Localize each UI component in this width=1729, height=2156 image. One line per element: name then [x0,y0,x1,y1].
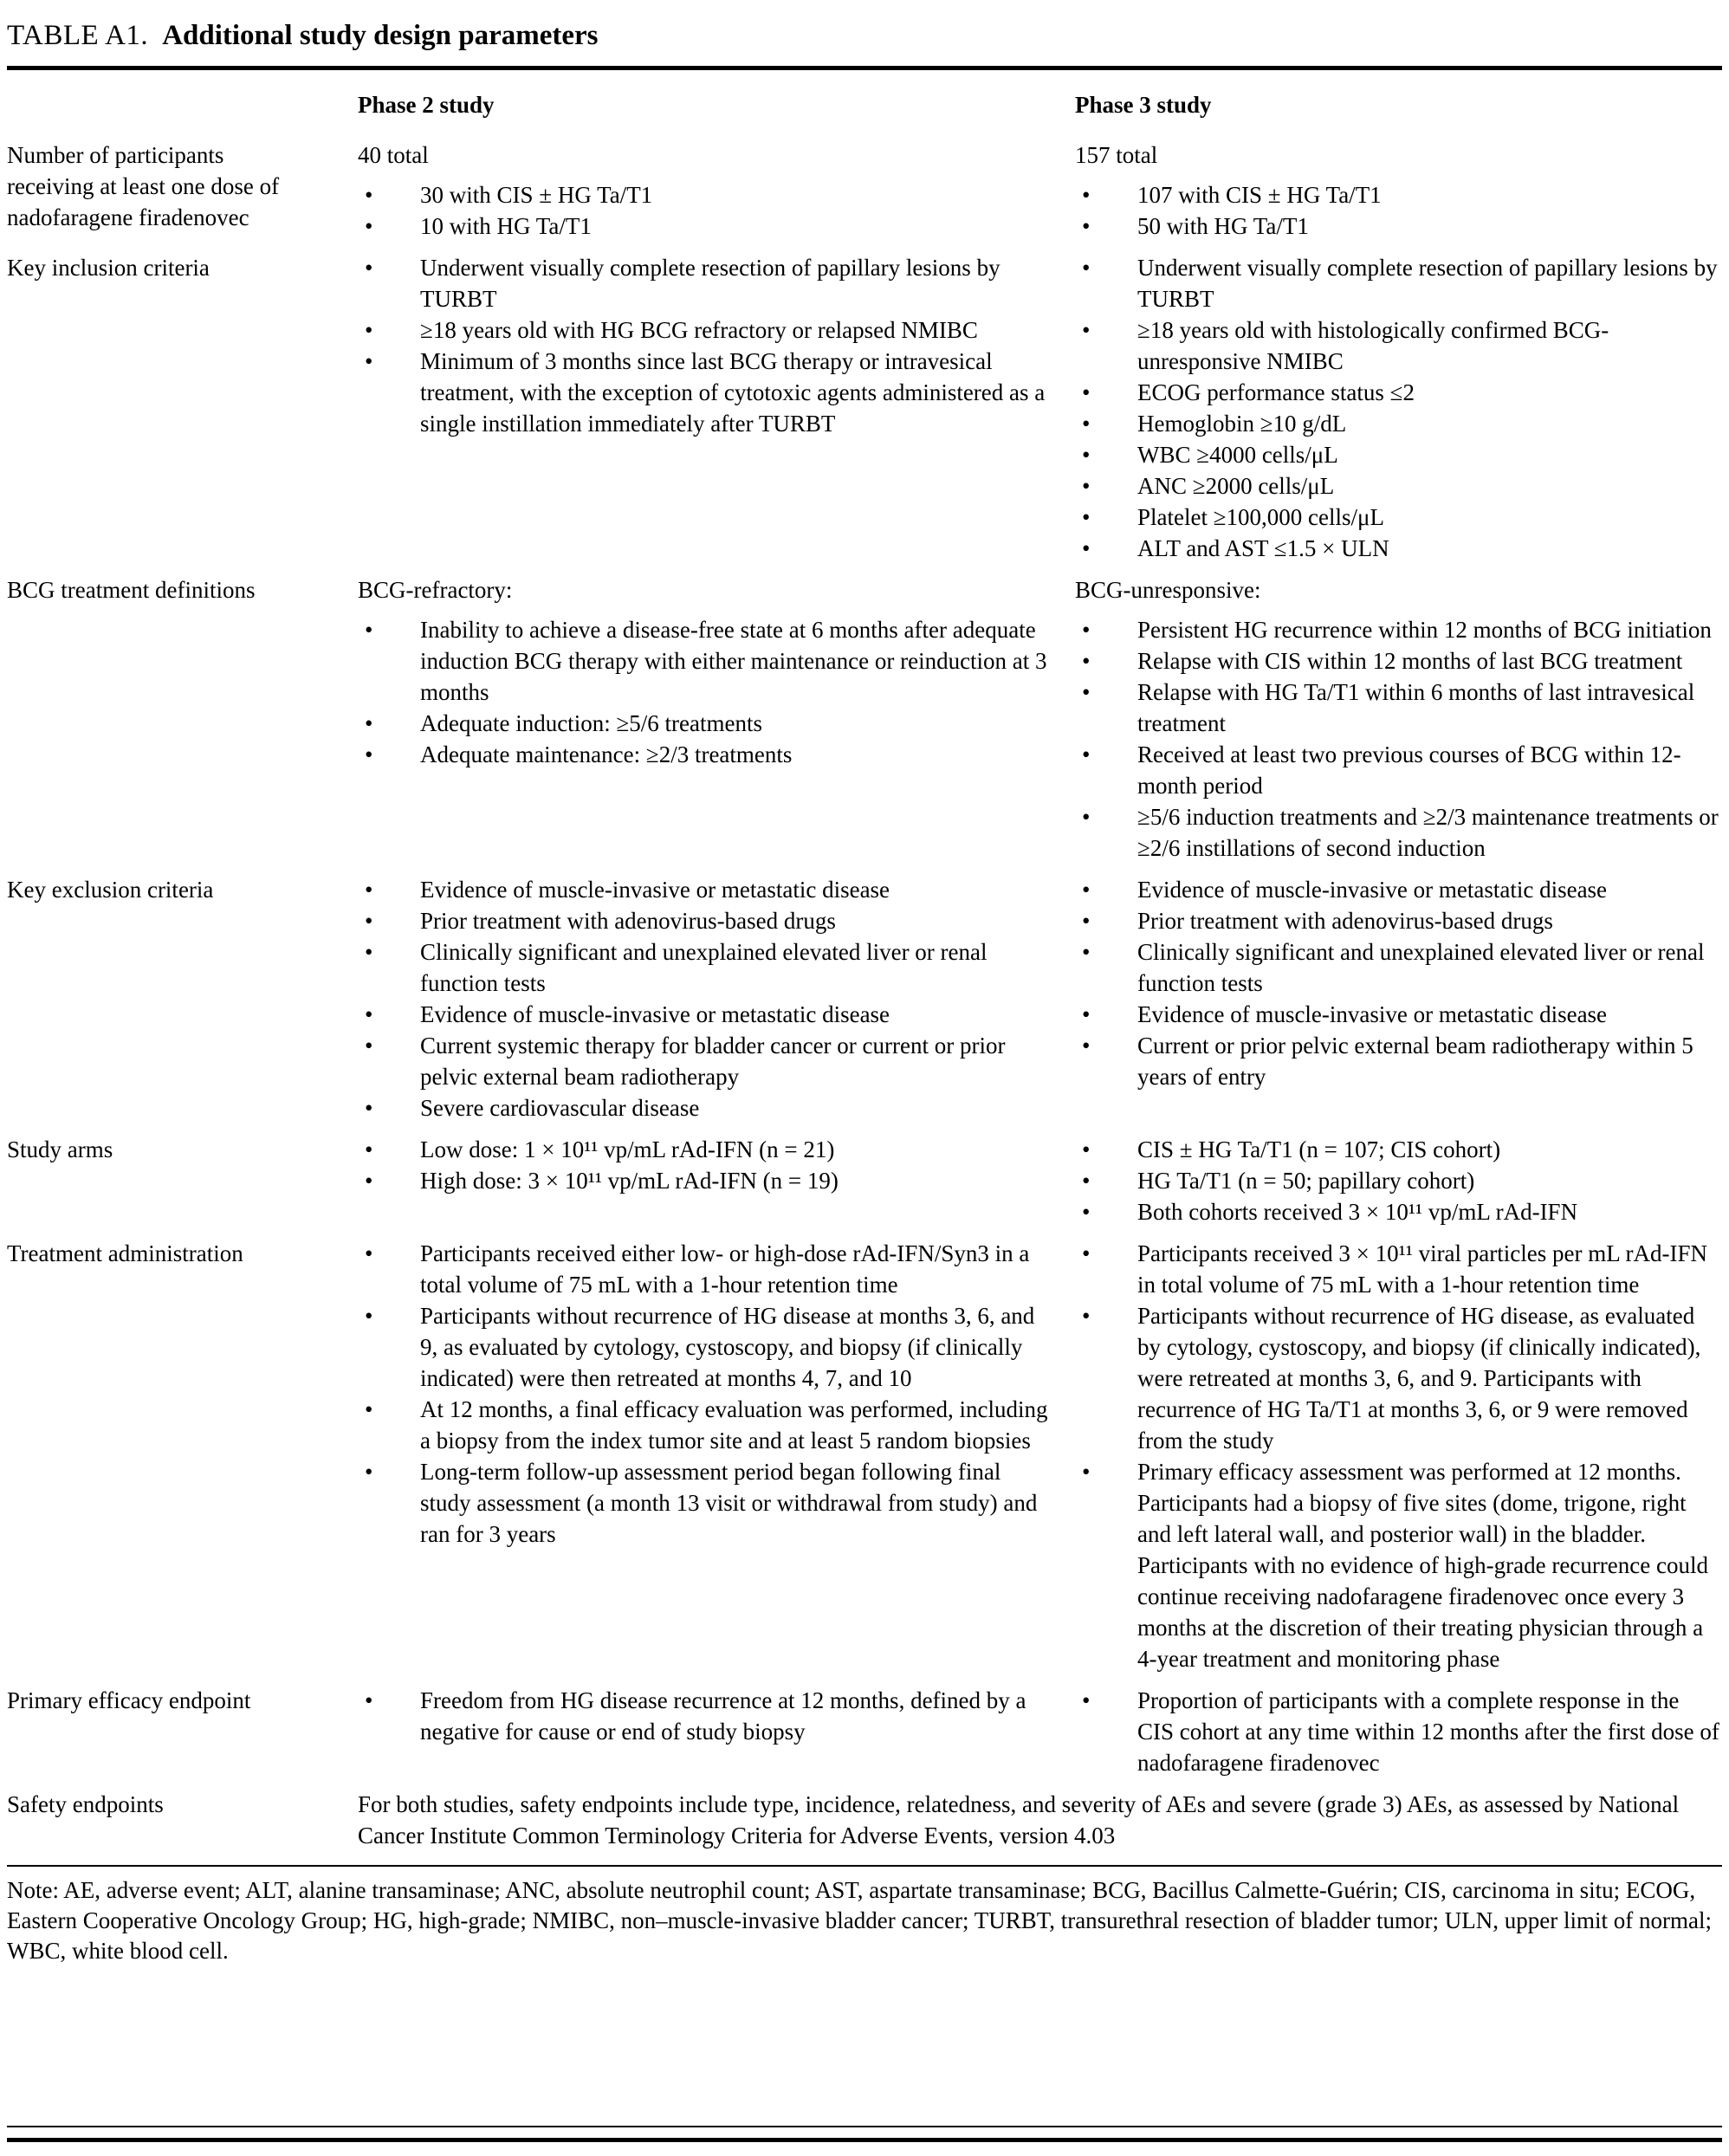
bullet-item: • Participants without recurrence of HG disease, as evaluated by cytology, cystoscopy, and biopsy (if clinically indicated), were retreated at months 3, 6, and 9. Participants with recurrence of HG Ta/T1 at months 3, 6, or 9 were removed from the study [1075,1300,1720,1456]
phase2-column-header: Phase 2 study [358,92,495,118]
phase3-cell [1075,139,1722,242]
bullet-item: • Prior treatment with adenovirus-based drugs [1075,905,1720,936]
phase3-cell [1075,874,1722,1092]
bullet-item: • Clinically significant and unexplained elevated liver or renal function tests [1075,936,1720,999]
bullet-item: • Evidence of muscle-invasive or metastatic disease [358,874,1049,905]
bullet-item: • Evidence of muscle-invasive or metastatic disease [358,999,1049,1030]
bullet-item: • Platelet ≥100,000 cells/μL [1075,502,1720,533]
bullet-item: • Proportion of participants with a complete response in the CIS cohort at any time within 12 months after the first dose of nadofaragene firadenovec [1075,1685,1720,1778]
bullet-item: • Persistent HG recurrence within 12 months of BCG initiation [1075,614,1720,645]
bullet-list [358,1238,1049,1550]
table-row [7,574,1722,864]
bullet-item: • Clinically significant and unexplained elevated liver or renal function tests [358,936,1049,999]
table-note: Note: AE, adverse event; ALT, alanine transaminase; ANC, absolute neutrophil count; AST, aspartate transaminase; BCG, Bacillus Calmette-Guérin; CIS, carcinoma in situ; ECOG, Eastern Cooperative Oncology Group; HG, high-grade; NMIBC, non–muscle-invasive bladder cancer; TURBT, transurethral resection of bladder tumor; ULN, upper limit of normal; WBC, white blood cell. [7,1877,1712,1964]
row-label: BCG treatment definitions [7,577,256,603]
bullet-list [358,1685,1049,1747]
bullet-item: • Both cohorts received 3 × 10¹¹ vp/mL rAd-IFN [1075,1196,1720,1227]
phase3-cell [1075,252,1722,564]
bullet-item: • Participants received 3 × 10¹¹ viral particles per mL rAd-IFN in total volume of 75 mL with a 1-hour retention time [1075,1238,1720,1300]
bullet-list [1075,1685,1720,1778]
bullet-item: • CIS ± HG Ta/T1 (n = 107; CIS cohort) [1075,1134,1720,1165]
bullet-item: • Participants without recurrence of HG disease at months 3, 6, and 9, as evaluated by cytology, cystoscopy, and biopsy (if clinically indicated) were then retreated at months 4, 7, and 10 [358,1300,1049,1394]
phase3-cell [1075,1685,1722,1778]
bullet-item: • ALT and AST ≤1.5 × ULN [1075,533,1720,564]
row-label: Number of participants receiving at least one dose of nadofaragene firadenovec [7,142,280,230]
bullet-item: • Current or prior pelvic external beam radiotherapy within 5 years of entry [1075,1030,1720,1092]
row-label: Key exclusion criteria [7,877,214,903]
bullet-item: • 107 with CIS ± HG Ta/T1 [1075,179,1720,210]
bullet-list [1075,874,1720,1092]
phase3-cell [1075,1134,1722,1227]
phase2-cell [358,574,1075,770]
bullet-list [1075,614,1720,864]
phase2-cell [358,1685,1075,1747]
column-header-row [7,89,1722,120]
safety-endpoints-text: For both studies, safety endpoints include type, incidence, relatedness, and severity of AEs and severe (grade 3) AEs, as assessed by National Cancer Institute Common Terminology Criteria for Adverse Events, version 4.03 [358,1791,1680,1848]
table-row [7,139,1722,242]
cell-intro-text: 157 total [1075,142,1158,168]
bullet-item: • Received at least two previous courses of BCG within 12-month period [1075,739,1720,801]
bottom-rule-gap [7,2127,1722,2138]
phase3-cell [1075,574,1722,864]
table-row [7,252,1722,564]
bullet-item: • Underwent visually complete resection of papillary lesions by TURBT [358,252,1049,314]
bullet-list [358,614,1049,770]
bullet-item: • ≥18 years old with HG BCG refractory or relapsed NMIBC [358,314,1049,346]
bullet-item: • Inability to achieve a disease-free state at 6 months after adequate induction BCG therapy with either maintenance or reinduction at 3 months [358,614,1049,708]
bullet-list [1075,252,1720,564]
cell-intro-text: BCG-unresponsive: [1075,577,1261,603]
bullet-item: • Hemoglobin ≥10 g/dL [1075,408,1720,439]
bullet-item: • Prior treatment with adenovirus-based drugs [358,905,1049,936]
bullet-item: • Participants received either low- or high-dose rAd-IFN/Syn3 in a total volume of 75 mL with a 1-hour retention time [358,1238,1049,1300]
table-row [7,1685,1722,1778]
phase2-cell [358,252,1075,439]
bullet-item: • 50 with HG Ta/T1 [1075,210,1720,242]
bullet-item: • Adequate maintenance: ≥2/3 treatments [358,739,1049,770]
bullet-list [358,179,1049,242]
table-number-label: TABLE A1. [7,20,149,51]
bullet-item: • Evidence of muscle-invasive or metastatic disease [1075,874,1720,905]
phase2-cell [358,139,1075,242]
phase2-cell [358,1134,1075,1196]
phase2-cell [358,1238,1075,1550]
table-body [7,129,1722,1778]
bullet-list [358,1134,1049,1196]
row-label: Key inclusion criteria [7,255,210,281]
table-title [7,17,1722,54]
bullet-item: • ANC ≥2000 cells/μL [1075,470,1720,502]
bullet-item: • High dose: 3 × 10¹¹ vp/mL rAd-IFN (n = 19) [358,1165,1049,1196]
bullet-item: • Adequate induction: ≥5/6 treatments [358,708,1049,739]
bullet-item: • Minimum of 3 months since last BCG therapy or intravesical treatment, with the exception of cytotoxic agents administered as a single instillation immediately after TURBT [358,346,1049,439]
bullet-item: • Evidence of muscle-invasive or metastatic disease [1075,999,1720,1030]
bullet-item: • 30 with CIS ± HG Ta/T1 [358,179,1049,210]
bullet-item: • Freedom from HG disease recurrence at 12 months, defined by a negative for cause or end of study biopsy [358,1685,1049,1747]
row-label: Study arms [7,1136,113,1162]
bullet-item: • Severe cardiovascular disease [358,1092,1049,1123]
bullet-item: • Primary efficacy assessment was performed at 12 months. Participants had a biopsy of five sites (dome, trigone, right and left lateral wall, and posterior wall) in the bladder. Participants with no evidence of high-grade recurrence could continue receiving nadofaragene firadenovec once every 3 months at the discretion of their treating physician through a 4-year treatment and monitoring phase [1075,1456,1720,1674]
table-row [7,1238,1722,1674]
bullet-item: • HG Ta/T1 (n = 50; papillary cohort) [1075,1165,1720,1196]
bullet-item: • 10 with HG Ta/T1 [358,210,1049,242]
bullet-item: • Relapse with CIS within 12 months of last BCG treatment [1075,645,1720,677]
table-row [7,874,1722,1123]
row-label: Treatment administration [7,1240,243,1266]
bullet-item: • ≥5/6 induction treatments and ≥2/3 maintenance treatments or ≥2/6 instillations of second induction [1075,801,1720,864]
cell-intro-text: BCG-refractory: [358,577,513,603]
bullet-item: • ECOG performance status ≤2 [1075,377,1720,408]
bottom-rules [7,2126,1722,2142]
bullet-item: • Underwent visually complete resection of papillary lesions by TURBT [1075,252,1720,314]
phase2-cell [358,874,1075,1123]
bullet-list [1075,1134,1720,1227]
bullet-list [1075,1238,1720,1674]
safety-endpoints-row [7,1789,1722,1851]
bullet-list [1075,179,1720,242]
row-label: Safety endpoints [7,1791,164,1817]
bullet-item: • At 12 months, a final efficacy evaluation was performed, including a biopsy from the index tumor site and at least 5 random biopsies [358,1394,1049,1456]
phase3-column-header: Phase 3 study [1075,92,1212,118]
bullet-item: • Low dose: 1 × 10¹¹ vp/mL rAd-IFN (n = 21) [358,1134,1049,1165]
cell-intro-text: 40 total [358,142,429,168]
bullet-item: • ≥18 years old with histologically confirmed BCG-unresponsive NMIBC [1075,314,1720,377]
title-rule [7,66,1722,70]
row-label: Primary efficacy endpoint [7,1687,251,1713]
bullet-item: • Relapse with HG Ta/T1 within 6 months of last intravesical treatment [1075,677,1720,739]
bullet-item: • WBC ≥4000 cells/μL [1075,439,1720,470]
phase3-cell [1075,1238,1722,1674]
bullet-list [358,874,1049,1123]
bottom-rule-thick [7,2138,1722,2142]
table-caption: Additional study design parameters [162,20,599,51]
bullet-item: • Long-term follow-up assessment period began following final study assessment (a month 13 visit or withdrawal from study) and ran for 3 years [358,1456,1049,1550]
note-top-rule [7,1865,1722,1867]
bullet-item: • Current systemic therapy for bladder cancer or current or prior pelvic external beam radiotherapy [358,1030,1049,1092]
table-row [7,1134,1722,1227]
bullet-list [358,252,1049,439]
